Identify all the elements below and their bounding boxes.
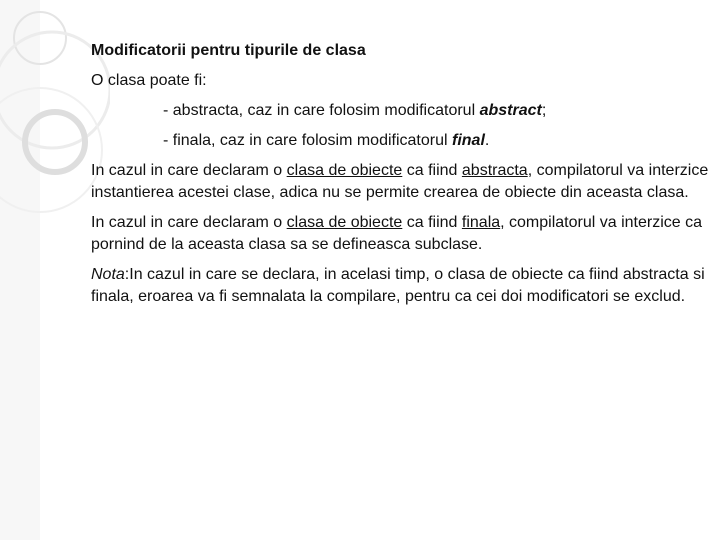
para1-text-c: , compilatorul va interzice instantierea acestei clase, adica nu se permite crearea de obiecte din aceasta clasa. <box>91 162 709 201</box>
paragraph-abstract <box>91 160 716 204</box>
para2-text-b: ca fiind <box>402 214 462 231</box>
final-keyword: final <box>452 132 485 149</box>
item2-suffix: . <box>484 132 490 149</box>
note-label: Nota <box>91 266 125 283</box>
slide-title: Modificatorii pentru tipurile de clasa <box>91 42 366 59</box>
para1-text-b: ca fiind <box>402 162 462 179</box>
list-item-final <box>91 130 716 152</box>
paragraph-final <box>91 212 716 256</box>
list-item-abstract <box>91 100 716 122</box>
paragraph-note <box>91 264 716 308</box>
item2-prefix: - finala, caz in care folosim modificatorul <box>163 132 452 149</box>
slide-content <box>91 40 716 316</box>
para1-underlined-abstract: abstracta <box>461 162 528 179</box>
intro-text: O clasa poate fi: <box>91 72 207 89</box>
para2-underlined-final: finala <box>461 214 501 231</box>
para2-text-c: , compilatorul va interzice ca pornind de la aceasta clasa sa se defineasca subclase. <box>91 214 702 253</box>
abstract-keyword: abstract <box>479 102 542 119</box>
item1-suffix: ; <box>541 102 547 119</box>
para1-text-a: In cazul in care declaram o <box>91 162 287 179</box>
para2-text-a: In cazul in care declaram o <box>91 214 287 231</box>
para2-underlined-class: clasa de obiecte <box>286 214 403 231</box>
item1-prefix: - abstracta, caz in care folosim modificatorul <box>163 102 480 119</box>
note-text: :In cazul in care se declara, in acelasi timp, o clasa de obiecte ca fiind abstracta si finala, eroarea va fi semnalata la compilare, pentru ca cei doi modificatori se exclud. <box>91 266 705 305</box>
para1-underlined-class: clasa de obiecte <box>286 162 403 179</box>
decorative-sidebar <box>0 0 60 540</box>
